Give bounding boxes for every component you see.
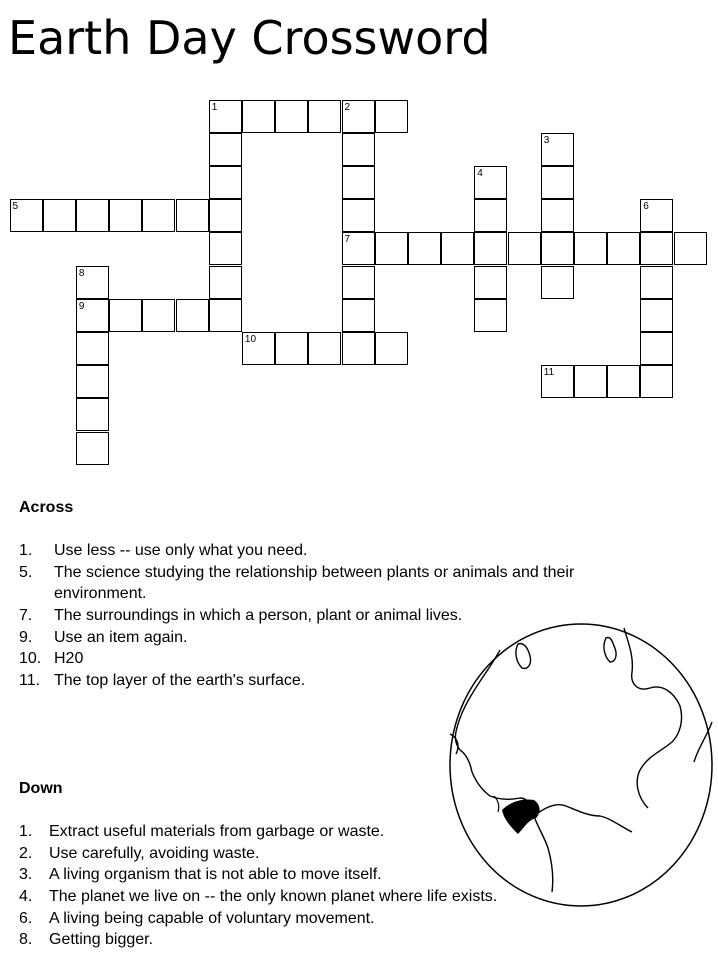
clue-number: 9 <box>78 300 85 312</box>
crossword-cell[interactable] <box>574 365 607 398</box>
clue-number: 8 <box>78 267 85 279</box>
crossword-cell[interactable] <box>541 133 574 166</box>
clue-across-9: 9. Use an item again. <box>19 628 188 646</box>
crossword-cell[interactable] <box>342 166 375 199</box>
crossword-cell[interactable] <box>375 232 408 265</box>
clue-number: 11 <box>543 367 555 379</box>
clue-number: 1 <box>211 101 218 113</box>
crossword-cell[interactable] <box>541 365 574 398</box>
crossword-cell[interactable] <box>209 232 242 265</box>
crossword-cell[interactable] <box>607 232 640 265</box>
crossword-cell[interactable] <box>375 332 408 365</box>
crossword-cell[interactable] <box>76 432 109 465</box>
crossword-cell[interactable] <box>242 332 275 365</box>
crossword-cell[interactable] <box>43 199 76 232</box>
crossword-cell[interactable] <box>574 232 607 265</box>
crossword-cell[interactable] <box>142 299 175 332</box>
crossword-cell[interactable] <box>541 199 574 232</box>
page-title: Earth Day Crossword <box>8 11 491 65</box>
crossword-cell[interactable] <box>441 232 474 265</box>
crossword-cell[interactable] <box>508 232 541 265</box>
crossword-cell[interactable] <box>76 266 109 299</box>
clue-number: 5 <box>12 201 19 213</box>
crossword-cell[interactable] <box>109 199 142 232</box>
clue-down-2: 2. Use carefully, avoiding waste. <box>19 844 260 862</box>
across-heading: Across <box>19 499 74 516</box>
crossword-cell[interactable] <box>640 266 673 299</box>
crossword-cell[interactable] <box>342 199 375 232</box>
crossword-grid <box>0 0 718 470</box>
crossword-cell[interactable] <box>142 199 175 232</box>
crossword-cell[interactable] <box>209 133 242 166</box>
crossword-cell[interactable] <box>474 166 507 199</box>
clue-down-4: 4. The planet we live on -- the only known planet where life exists. <box>19 887 498 905</box>
crossword-cell[interactable] <box>76 365 109 398</box>
clue-number: 6 <box>643 201 649 213</box>
clue-across-7: 7. The surroundings in which a person, plant or animal lives. <box>19 606 463 624</box>
crossword-cell[interactable] <box>176 299 209 332</box>
clue-across-5: 5. The science studying the relationship between plants or animals and their environment. <box>19 563 575 603</box>
crossword-cell[interactable] <box>109 299 142 332</box>
crossword-cell[interactable] <box>640 332 673 365</box>
crossword-cell[interactable] <box>607 365 640 398</box>
clue-down-8: 8. Getting bigger. <box>19 931 154 949</box>
clue-number: 7 <box>344 234 351 246</box>
crossword-cell[interactable] <box>541 166 574 199</box>
crossword-cell[interactable] <box>176 199 209 232</box>
crossword-cell[interactable] <box>474 266 507 299</box>
crossword-cell[interactable] <box>209 166 242 199</box>
crossword-cell[interactable] <box>640 365 673 398</box>
crossword-cell[interactable] <box>76 332 109 365</box>
clue-number: 2 <box>344 101 351 113</box>
clue-down-1: 1. Extract useful materials from garbage or waste. <box>19 823 385 841</box>
crossword-cell[interactable] <box>474 299 507 332</box>
clue-across-1: 1. Use less -- use only what you need. <box>19 542 308 560</box>
clue-across-10: 10. H20 <box>19 650 84 668</box>
crossword-cell[interactable] <box>342 332 375 365</box>
crossword-cell[interactable] <box>275 100 308 133</box>
crossword-cell[interactable] <box>674 232 707 265</box>
clue-down-6: 6. A living being capable of voluntary movement. <box>19 909 375 927</box>
crossword-cell[interactable] <box>209 266 242 299</box>
crossword-cell[interactable] <box>76 398 109 431</box>
clue-across-11: 11. The top layer of the earth's surface. <box>19 671 306 689</box>
crossword-cell[interactable] <box>408 232 441 265</box>
crossword-cell[interactable] <box>275 332 308 365</box>
crossword-cell[interactable] <box>76 199 109 232</box>
crossword-cell[interactable] <box>10 199 43 232</box>
crossword-cell[interactable] <box>342 299 375 332</box>
crossword-cell[interactable] <box>640 199 673 232</box>
clue-number: 4 <box>477 167 483 179</box>
crossword-cell[interactable] <box>209 199 242 232</box>
crossword-cell[interactable] <box>76 299 109 332</box>
crossword-cell[interactable] <box>209 299 242 332</box>
clue-number: 3 <box>543 134 550 146</box>
crossword-cell[interactable] <box>541 266 574 299</box>
crossword-cell[interactable] <box>541 232 574 265</box>
crossword-cell[interactable] <box>308 332 341 365</box>
crossword-cell[interactable] <box>342 266 375 299</box>
crossword-cell[interactable] <box>342 232 375 265</box>
earth-globe-icon <box>448 622 714 908</box>
crossword-cell[interactable] <box>640 299 673 332</box>
crossword-cell[interactable] <box>342 100 375 133</box>
crossword-cell[interactable] <box>308 100 341 133</box>
crossword-cell[interactable] <box>474 199 507 232</box>
down-heading: Down <box>19 780 63 797</box>
crossword-cell[interactable] <box>242 100 275 133</box>
crossword-cell[interactable] <box>342 133 375 166</box>
crossword-cell[interactable] <box>209 100 242 133</box>
crossword-cell[interactable] <box>375 100 408 133</box>
clue-number: 10 <box>244 333 257 345</box>
crossword-cell[interactable] <box>640 232 673 265</box>
clue-down-3: 3. A living organism that is not able to move itself. <box>19 866 382 884</box>
crossword-cell[interactable] <box>474 232 507 265</box>
